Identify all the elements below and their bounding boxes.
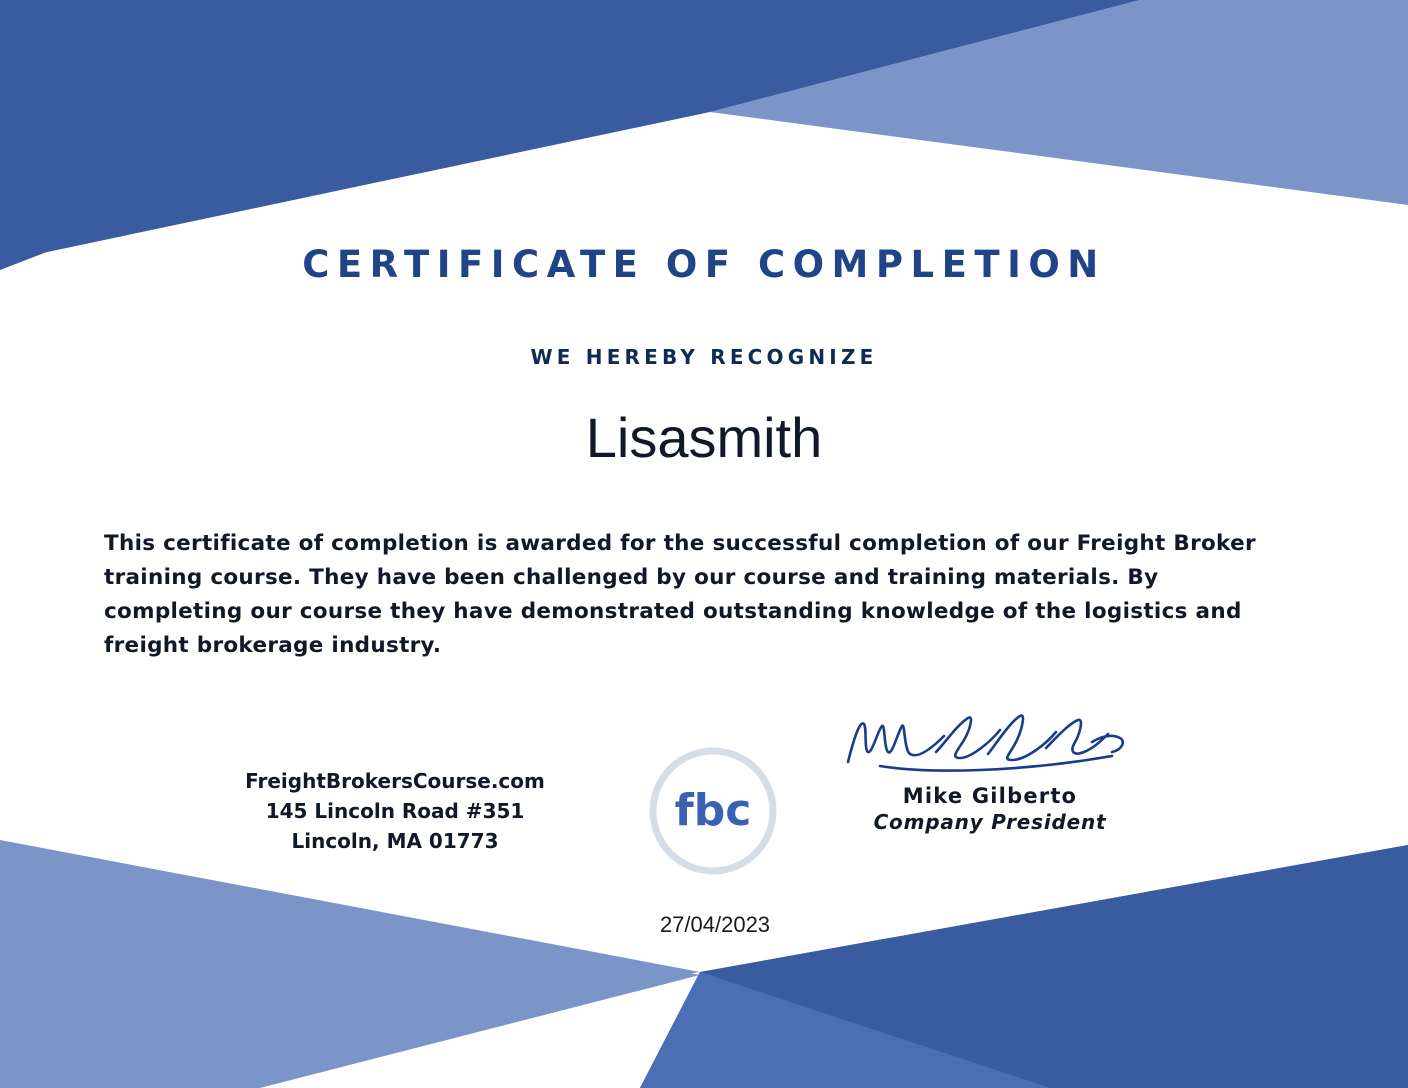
fbc-logo-icon xyxy=(649,747,777,875)
page-title: CERTIFICATE OF COMPLETION xyxy=(302,243,1106,286)
organization-address xyxy=(140,766,650,856)
signature-icon xyxy=(840,700,1140,780)
signature-block xyxy=(820,700,1160,834)
issue-date: 27/04/2023 xyxy=(659,912,771,937)
fbc-logo xyxy=(649,747,777,875)
fbc-logo-text: fbc xyxy=(674,785,752,836)
signatory-role: Company President xyxy=(873,810,1107,834)
recipient-name: Lisasmith xyxy=(585,406,823,469)
organization-city-state-zip: Lincoln, MA 01773 xyxy=(291,829,499,853)
organization-website: FreightBrokersCourse.com xyxy=(245,769,545,793)
recognition-subtitle: WE HEREBY RECOGNIZE xyxy=(530,345,878,369)
certificate-body-text: This certificate of completion is awarded for the successful completion of our Freight Broker training course. They have been challenged by our course and training materials. By completing our course they have demonstrated outstanding knowledge of the logistics and freight brokerage industry. xyxy=(104,531,1256,658)
organization-street: 145 Lincoln Road #351 xyxy=(265,799,525,823)
signatory-name: Mike Gilberto xyxy=(902,784,1078,808)
